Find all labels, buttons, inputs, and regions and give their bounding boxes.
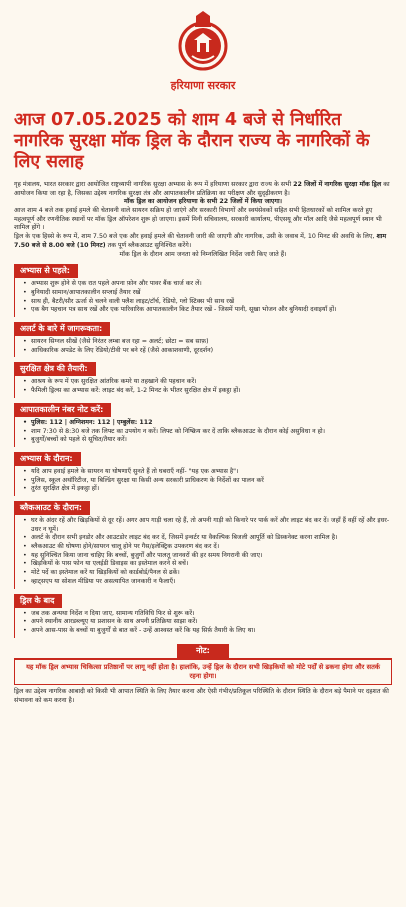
intro-paragraph-1 <box>14 181 392 198</box>
list-item: • यदि आप हवाई हमले के सायरन या घोषणाएँ सुनते हैं तो घबराएँ नहीं- "यह एक अभ्यास है"। <box>23 468 392 477</box>
list-item: • बुनियादी सामान/आपातकालीन सप्लाई तैयार रखें <box>23 289 392 298</box>
section-heading: अभ्यास के दौरान: <box>14 452 81 466</box>
intro-paragraph-2: मॉक ड्रिल का आयोजन हरियाणा के सभी 22 जिलों में किया जाएगा। <box>124 198 282 206</box>
list-item: • सायरन सिग्नल सीखें (जैसे निरंतर लम्बा बज रहा = अलर्ट; छोटा = सब साफ़) <box>23 338 392 347</box>
section-list <box>14 515 392 589</box>
list-item: • व्हाट्सएप या सोशल मीडिया पर असत्यापित जानकारी न फैलाएँ। <box>23 578 392 587</box>
section-list <box>14 466 392 496</box>
section-heading: ड्रिल के बाद <box>14 594 62 608</box>
header <box>14 10 392 96</box>
list-item: • फैमिली ड्रिल्स का अभ्यास करें: लाइट बंद करें, 1-2 मिनट के भीतर सुरक्षित क्षेत्र में इकट्ठा हों। <box>23 387 392 396</box>
list-item: • खिड़कियों के पास फोन या एलईडी डिवाइस का इस्तेमाल करने से बचें। <box>23 560 392 569</box>
list-item: • आश्रय के रूप में एक सुरक्षित आंतरिक कमरे या तहखाने की पहचान करें। <box>23 378 392 387</box>
list-item: • आधिकारिक अपडेट के लिए रेडियो/टीवी पर बने रहें (जैसे आकाशवाणी, दूरदर्शन) <box>23 347 392 356</box>
section-heading: सुरक्षित क्षेत्र की तैयारी: <box>14 362 96 376</box>
list-item: • अभ्यास शुरू होने से एक रात पहले अपना फ़ोन और पावर बैंक चार्ज कर लें। <box>23 280 392 289</box>
intro-text-bold: शाम 7.50 बजे से 8.00 बजे (10 मिनट) <box>14 233 387 249</box>
list-item: • घर के अंदर रहें और खिड़कियों से दूर रहें। अगर आप गाड़ी चला रहे हैं, तो अपनी गाड़ी को किनारे पर पार्क करें और लाइट बंद कर दें। जहाँ हैं वहीं रहें और इधर-उधर न घूमें। <box>23 517 392 534</box>
section-list <box>14 376 392 397</box>
list-item: • एक बैग पहचान पत्र साथ रखें और एक पारिवारिक आपातकालीन किट तैयार रखें - जिसमें पानी, सूखा भोजन और बुनियादी दवाइयाँ हों। <box>23 306 392 315</box>
intro-text: गृह मंत्रालय, भारत सरकार द्वारा आयोजित राष्ट्रव्यापी नागरिक सुरक्षा अभ्यास के रूप में हरियाणा सरकार द्वारा राज्य के सभी <box>14 181 294 188</box>
intro-text: का आयोजन किया जा रहा है, जिसका उद्देश्य नागरिक सुरक्षा तंत्र और आपातकालीन प्रतिक्रिया का परीक्षण और सुदृढ़ीकरण है। <box>14 181 390 197</box>
intro-paragraph-4 <box>14 233 392 250</box>
section-heading: आपातकालीन नंबर नोट करें: <box>14 403 111 417</box>
list-item: • पुलिस, स्कूल अथॉरिटीज, या बिल्डिंग सुरक्षा या किसी अन्य सरकारी प्राधिकरण के निर्देशों का पालन करें <box>23 477 392 486</box>
list-item: • अपने आस-पास के बच्चों या बुजुर्गों से बात करें - उन्हें आश्वस्त करें कि यह सिर्फ़ तैयारी के लिए था। <box>23 627 392 636</box>
intro-text-bold: 22 जिलों में नागरिक सुरक्षा मॉक ड्रिल <box>293 181 382 188</box>
list-item: • पुलिस: 112 | अग्निशमन: 112 | एम्बुलेंस: 112 <box>23 419 392 428</box>
intro-text: ड्रिल के एक हिस्से के रूप में, शाम 7.50 बजे एक और हवाई हमले की चेतावनी जारी की जाएगी और नागरिक, उसी के जवाब में, 10 मिनट की अवधि के लिए, <box>14 233 377 241</box>
list-item: • अलर्ट के दौरान सभी इनडोर और आउटडोर लाइट बंद कर दें, जिसमें इन्वर्टर या वैकल्पिक बिजली आपूर्ति को डिस्कनेक्ट करना शामिल है। <box>23 534 392 543</box>
list-item: • यह सुनिश्चित किया जाना चाहिए कि बच्चों, बुजुर्गों और पालतू जानवरों की हर समय निगरानी की जाए। <box>23 552 392 561</box>
section-list <box>14 336 392 357</box>
headline: आज 07.05.2025 को शाम 4 बजे से निर्धारित नागरिक सुरक्षा मॉक ड्रिल के दौरान राज्य के नागरिकों के लिए सलाह <box>14 110 370 172</box>
list-item: • ब्लैकआउट की घोषणा होने/सायरन चालू होने पर गैस/इलेक्ट्रिक उपकरण बंद कर दें। <box>23 543 392 552</box>
intro <box>14 181 392 259</box>
intro-paragraph-3: आज शाम 4 बजे तक हवाई हमले की चेतावनी वाले सायरन सक्रिय हो जाएंगे और सरकारी विभागों और स्वयंसेवकों सहित सभी हितधारकों को शामिल करते हुए महत्वपूर्ण और रणनीतिक स्थानों पर मॉक ड्रिल ऑपरेशन शुरू हो जाएगा। इसमें मिनी सचिवालय, सरकारी कार्यालय, पीएसयू और मॉल आदि जैसे महत्वपूर्ण स्थान भी शामिल होंगे । <box>14 207 382 232</box>
list-item: • मोटे पर्दे का इस्तेमाल करें या खिड़कियों को कार्डबोर्ड/पैनल से ढकें। <box>23 569 392 578</box>
note-box: यह मॉक ड्रिल अभ्यास चिकित्सा प्रतिष्ठानों पर लागू नहीं होता है। हालांकि, उन्हें ड्रिल के दौरान सभी खिड़कियों को मोटे पर्दों से ढकना होगा और सतर्क रहना होगा। <box>14 658 392 685</box>
list-item: • तुरंत सुरक्षित क्षेत्र में इकट्ठा हों। <box>23 485 392 494</box>
section-heading: ब्लैकआउट के दौरान: <box>14 501 90 515</box>
section-list <box>14 278 392 317</box>
note-label: नोट: <box>177 644 229 658</box>
list-item: • शाम 7:30 से 8:30 बजे तक लिफ्ट का उपयोग न करें। लिफ्ट को निष्क्रिय कर दें ताकि ब्लैकआउट के दौरान कोई असुविधा न हो। <box>23 428 392 437</box>
closing-text: ड्रिल का उद्देश्य नागरिक आबादी को किसी भी आपात स्थिति के लिए तैयार करना और ऐसी गंभीर/प्रतिकूल परिस्थिति के दौरान स्थिति के दौरान बड़े पैमाने पर दहशत की संभावना को कम करना है। <box>14 687 389 704</box>
list-item: • अपने स्थानीय आरडब्ल्यूए या प्रशासन के साथ अपनी प्रतिक्रिया साझा करें। <box>23 618 392 627</box>
section-list <box>14 608 392 638</box>
haryana-emblem-icon <box>176 10 230 80</box>
section-heading: अलर्ट के बारे में जागरूकता: <box>14 322 110 336</box>
intro-paragraph-5: मॉक ड्रिल के दौरान आम जनता को निम्नलिखित निर्देश जारी किए जाते हैं। <box>119 250 287 258</box>
section-heading: अभ्यास से पहले: <box>14 264 78 278</box>
intro-text: तक पूर्ण ब्लैकआउट सुनिश्चित करेंगे। <box>105 241 192 249</box>
section-list <box>14 417 392 447</box>
sections <box>14 259 392 637</box>
list-item: • जब तक अन्यथा निर्देश न दिया जाए, सामान्य गतिविधि फिर से शुरू करें। <box>23 610 392 619</box>
list-item: • बुजुर्गों/बच्चों को पहले से सूचित/तैयार करें। <box>23 436 392 445</box>
list-item: • साथ ही, बैटरी/सौर ऊर्जा से चलने वाली फ्लैश लाइट/टॉर्च, रेडियो, ग्लो स्टिक्स भी साथ रखें <box>23 298 392 307</box>
org-name: हरियाणा सरकार <box>170 79 236 92</box>
